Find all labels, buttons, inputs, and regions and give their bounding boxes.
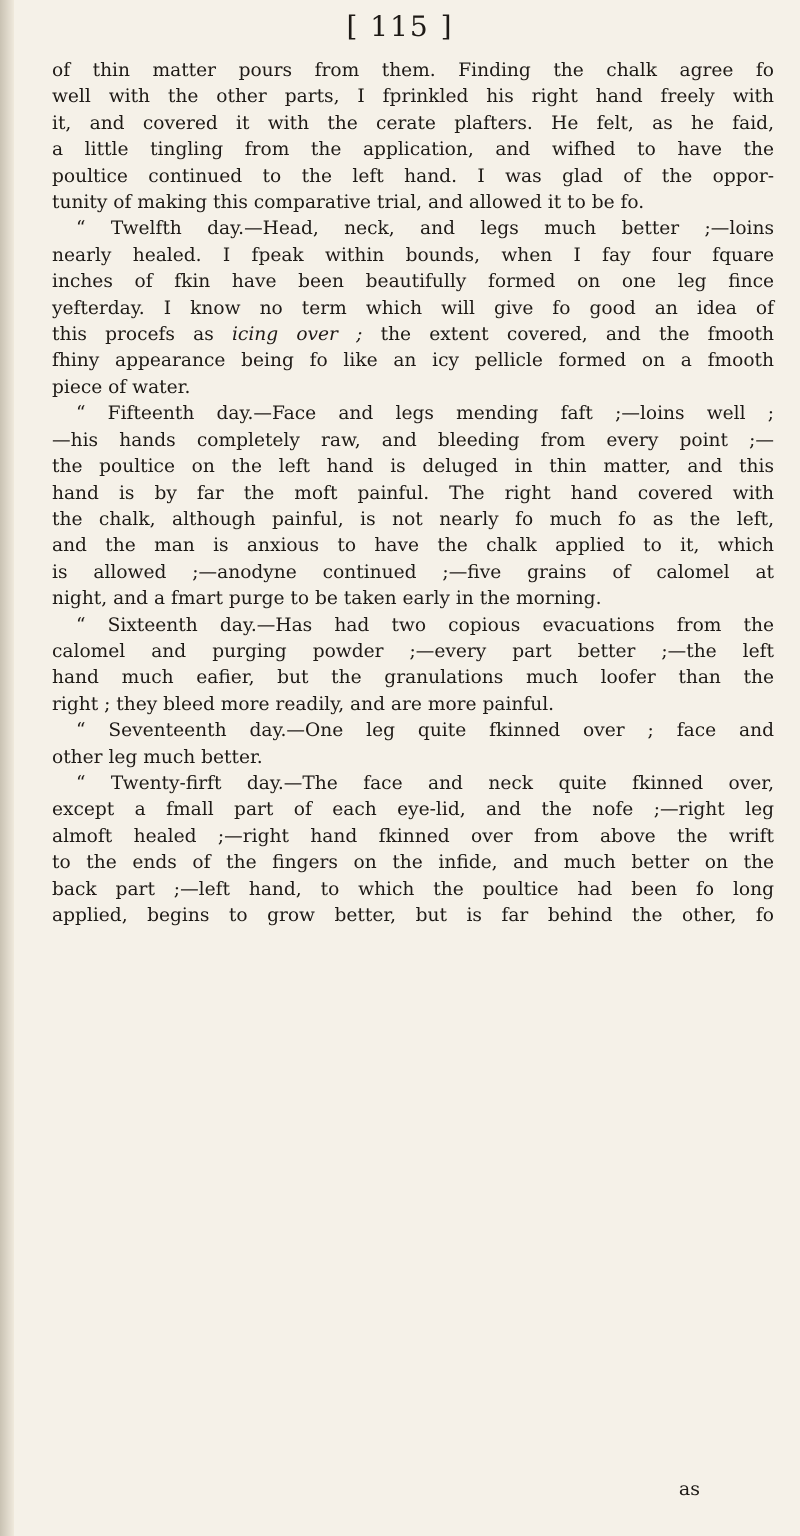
- text-line: other leg much better.: [52, 746, 263, 768]
- text-line: “ Twelfth day.—Head, neck, and legs much better ;—loins: [76, 218, 774, 240]
- text-line: “ Seventeenth day.—One leg quite fkinned over ; face and: [76, 720, 774, 742]
- text-line: yefterday. I know no term which will give fo good an idea of: [52, 297, 774, 319]
- text-line: inches of fkin have been beautifully formed on one leg fince: [52, 271, 774, 293]
- text-line: back part ;—left hand, to which the poultice had been fo long: [52, 878, 774, 900]
- text-line: hand is by far the moft painful. The right hand covered with: [52, 482, 774, 504]
- text-line: nearly healed. I fpeak within bounds, when I fay four fquare: [52, 244, 774, 266]
- body-text: [52, 58, 774, 929]
- text-line: well with the other parts, I fprinkled his right hand freely with: [52, 86, 774, 108]
- page-edge-shadow: [0, 0, 14, 1536]
- line-segment: this procefs as: [52, 324, 214, 346]
- text-line: tunity of making this comparative trial, and allowed it to be fo.: [52, 192, 645, 214]
- text-line: poultice continued to the left hand. I was glad of the oppor-: [52, 165, 774, 187]
- text-line: the poultice on the left hand is deluged in thin matter, and this: [52, 456, 774, 478]
- text-line: except a fmall part of each eye-lid, and the nofe ;—right leg: [52, 799, 774, 821]
- text-line: “ Fifteenth day.—Face and legs mending faft ;—loins well ;: [76, 403, 774, 425]
- text-line: it, and covered it with the cerate plafters. He felt, as he faid,: [52, 112, 774, 134]
- text-line: right ; they bleed more readily, and are more painful.: [52, 693, 555, 715]
- catchword: as: [678, 1478, 700, 1500]
- text-line: night, and a fmart purge to be taken early in the morning.: [52, 588, 602, 610]
- text-line-with-italic: [52, 322, 774, 348]
- line-segment: the extent covered, and the fmooth: [362, 324, 774, 346]
- text-line: —his hands completely raw, and bleeding from every point ;—: [52, 429, 774, 451]
- text-line: almoft healed ;—right hand fkinned over from above the wrift: [52, 825, 774, 847]
- text-line: and the man is anxious to have the chalk applied to it, which: [52, 535, 774, 557]
- text-line: is allowed ;—anodyne continued ;—five grains of calomel at: [52, 561, 774, 583]
- text-line: applied, begins to grow better, but is far behind the other, fo: [52, 905, 774, 926]
- italic-phrase: icing over ;: [231, 324, 363, 346]
- text-line: fhiny appearance being fo like an icy pellicle formed on a fmooth: [52, 350, 774, 372]
- text-line: piece of water.: [52, 376, 191, 398]
- text-line: the chalk, although painful, is not nearly fo much fo as the left,: [52, 508, 774, 530]
- text-line: hand much eafier, but the granulations much loofer than the: [52, 667, 774, 689]
- text-line: of thin matter pours from them. Finding the chalk agree fo: [52, 60, 774, 81]
- text-line: “ Sixteenth day.—Has had two copious evacuations from the: [76, 614, 774, 636]
- text-line: “ Twenty-firft day.—The face and neck quite fkinned over,: [76, 772, 774, 794]
- text-line: to the ends of the fingers on the infide, and much better on the: [52, 852, 774, 874]
- page-number-header: [ 115 ]: [346, 10, 454, 43]
- text-line: calomel and purging powder ;—every part better ;—the left: [52, 640, 774, 662]
- text-line: a little tingling from the application, and wifhed to have the: [52, 139, 774, 161]
